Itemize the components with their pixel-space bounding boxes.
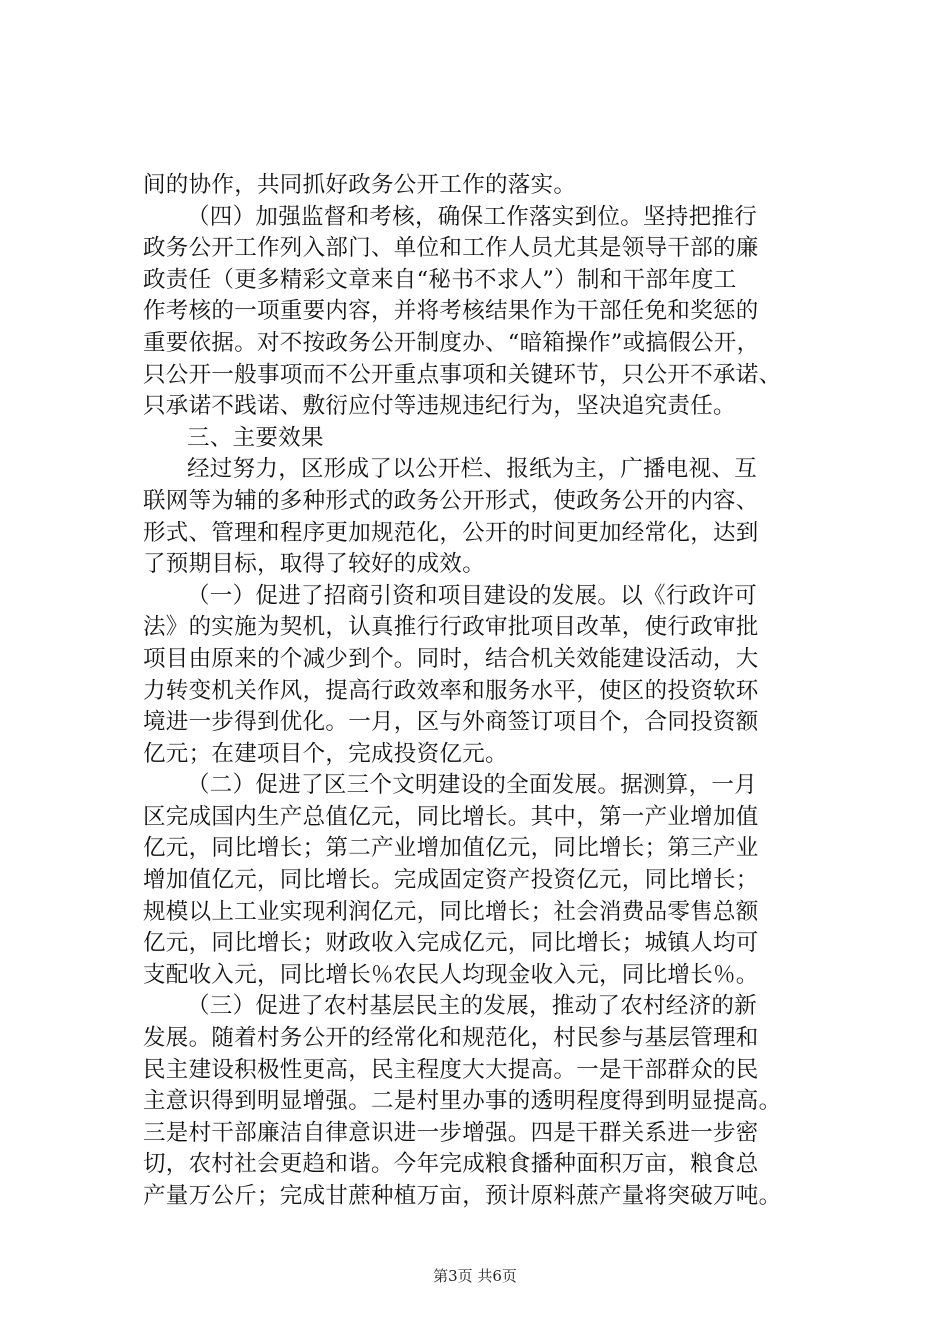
page-footer: 第3页 共6页: [433, 1267, 517, 1285]
text-line: 力转变机关作风，提高行政效率和服务水平，使区的投资软环: [143, 677, 759, 704]
text-line: 亿元；在建项目个，完成投资亿元。: [143, 740, 508, 767]
text-line: 亿元，同比增长；第二产业增加值亿元，同比增长；第三产业: [143, 835, 759, 862]
text-line: 政务公开工作列入部门、单位和工作人员尤其是领导干部的廉: [143, 235, 759, 262]
text-line: 只公开一般事项而不公开重点事项和关键环节，只公开不承诺、: [143, 361, 782, 388]
text-line: 境进一步得到优化。一月，区与外商签订项目个，合同投资额: [143, 709, 759, 736]
text-line: 三是村干部廉洁自律意识进一步增强。四是干群关系进一步密: [143, 1119, 759, 1146]
text-line: 主意识得到明显增强。二是村里办事的透明程度得到明显提高。: [143, 1088, 782, 1115]
text-line: 切，农村社会更趋和谐。今年完成粮食播种面积万亩，粮食总: [143, 1151, 759, 1178]
document-body: [143, 170, 833, 1213]
text-line: 区完成国内生产总值亿元，同比增长。其中，第一产业增加值: [143, 803, 759, 830]
text-line: 作考核的一项重要内容，并将考核结果作为干部任免和奖惩的: [143, 298, 759, 325]
text-line: （三）促进了农村基层民主的发展，推动了农村经济的新: [187, 993, 758, 1020]
text-line: 项目由原来的个减少到个。同时，结合机关效能建设活动，大: [143, 645, 759, 672]
text-line: 三、主要效果: [187, 424, 324, 451]
text-line: 形式、管理和程序更加规范化，公开的时间更加经常化，达到: [143, 519, 759, 546]
text-line: （二）促进了区三个文明建设的全面发展。据测算，一月: [187, 772, 758, 799]
text-line: 经过努力，区形成了以公开栏、报纸为主，广播电视、互: [187, 456, 758, 483]
text-line: 政责任（更多精彩文章来自“秘书不求人”）制和干部年度工: [143, 266, 737, 293]
text-line: 联网等为辅的多种形式的政务公开形式，使政务公开的内容、: [143, 487, 759, 514]
text-line: 间的协作，共同抓好政务公开工作的落实。: [143, 172, 577, 198]
text-line: 增加值亿元，同比增长。完成固定资产投资亿元，同比增长；: [143, 867, 759, 894]
text-line: 民主建设积极性更高，民主程度大大提高。一是干部群众的民: [143, 1056, 759, 1083]
text-line: （一）促进了招商引资和项目建设的发展。以《行政许可: [187, 582, 758, 609]
text-line: 法》的实施为契机，认真推行行政审批项目改革，使行政审批: [143, 614, 759, 641]
text-line: 了预期目标，取得了较好的成效。: [143, 551, 486, 578]
text-line: 重要依据。对不按政务公开制度办、“暗箱操作”或搞假公开，: [143, 329, 760, 356]
text-line: 支配收入元，同比增长％农民人均现金收入元，同比增长％。: [143, 961, 759, 988]
text-line: 只承诺不践诺、敷衍应付等违规违纪行为，坚决追究责任。: [143, 393, 736, 420]
text-line: 规模以上工业实现利润亿元，同比增长；社会消费品零售总额: [143, 898, 759, 925]
text-line: 亿元，同比增长；财政收入完成亿元，同比增长；城镇人均可: [143, 930, 759, 957]
text-line: 发展。随着村务公开的经常化和规范化，村民参与基层管理和: [143, 1025, 759, 1052]
text-line: （四）加强监督和考核，确保工作落实到位。坚持把推行: [187, 203, 758, 230]
text-line: 产量万公斤；完成甘蔗种植万亩，预计原料蔗产量将突破万吨。: [143, 1183, 782, 1209]
